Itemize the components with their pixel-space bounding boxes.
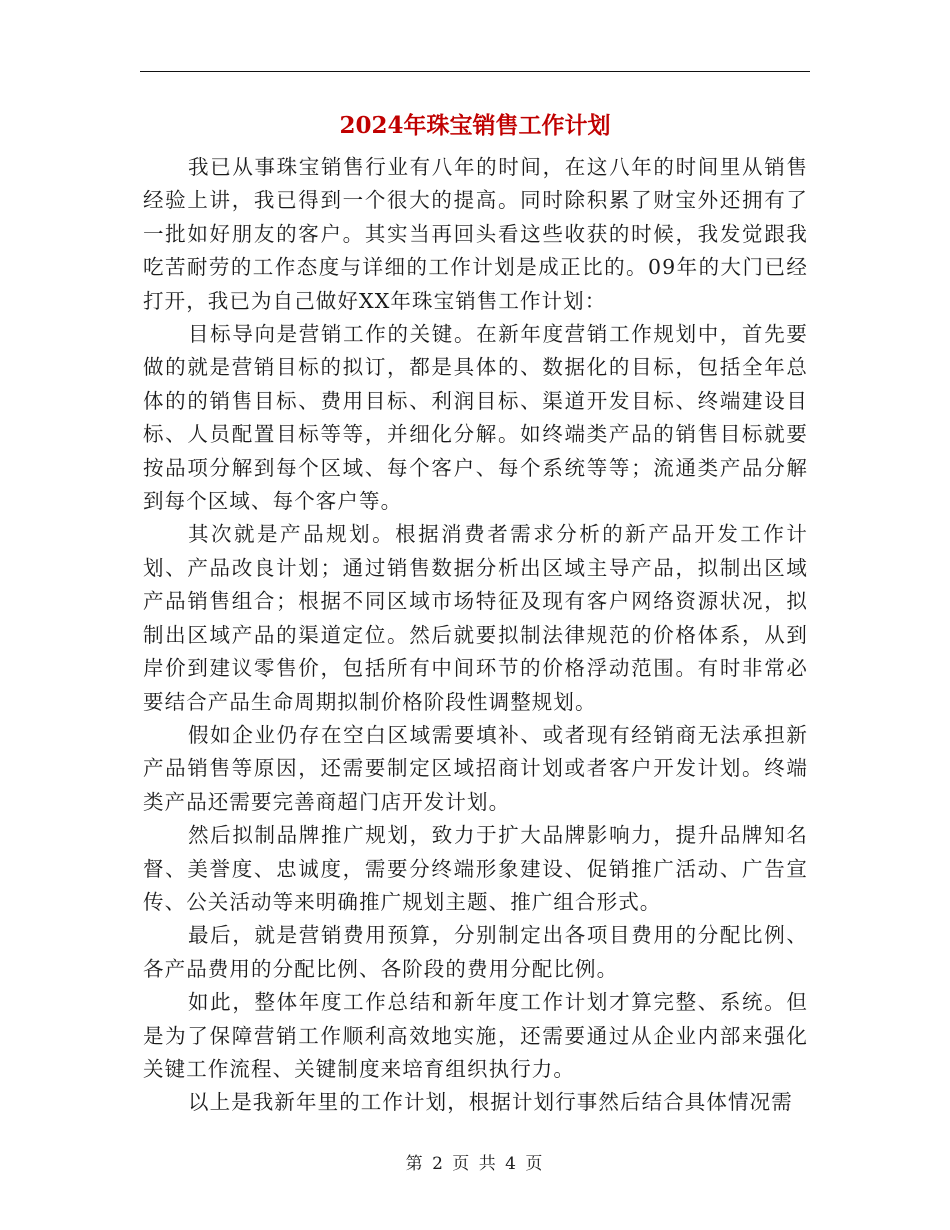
paragraph-intro: 我已从事珠宝销售行业有八年的时间，在这八年的时间里从销售经验上讲，我已得到一个很大的提高。同时除积累了财宝外还拥有了一批如好朋友的客户。其实当再回头看这些收获的时候，我发觉跟我吃苦耐劳的工作态度与详细的工作计划是成正比的。09年的大门已经打开，我已为自己做好XX年珠宝销售工作计划： bbox=[143, 155, 808, 313]
paragraph-goal-orientation: 目标导向是营销工作的关键。在新年度营销工作规划中，首先要做的就是营销目标的拟订，都是具体的、数据化的目标，包括全年总体的的销售目标、费用目标、利润目标、渠道开发目标、终端建设目标、人员配置目标等等，并细化分解。如终端类产品的销售目标就要按品项分解到每个区域、每个客户、每个系统等等；流通类产品分解到每个区域、每个客户等。 bbox=[143, 322, 808, 514]
header-rule bbox=[140, 71, 810, 72]
paragraph-brand-promotion: 然后拟制品牌推广规划，致力于扩大品牌影响力，提升品牌知名督、美誉度、忠诚度，需要分终端形象建设、促销推广活动、广告宣传、公关活动等来明确推广规划主题、推广组合形式。 bbox=[143, 823, 808, 914]
document-title: 2024年珠宝销售工作计划 bbox=[339, 112, 611, 139]
paragraph-closing: 以上是我新年里的工作计划，根据计划行事然后结合具体情况需 bbox=[188, 1090, 793, 1115]
document-body bbox=[143, 151, 808, 1120]
paragraph-summary: 如此，整体年度工作总结和新年度工作计划才算完整、系统。但是为了保障营销工作顺利高效地实施，还需要通过从企业内部来强化关键工作流程、关键制度来培育组织执行力。 bbox=[143, 990, 808, 1081]
paragraph-budget: 最后，就是营销费用预算，分别制定出各项目费用的分配比例、各产品费用的分配比例、各阶段的费用分配比例。 bbox=[143, 923, 808, 981]
paragraph-product-planning: 其次就是产品规划。根据消费者需求分析的新产品开发工作计划、产品改良计划；通过销售数据分析出区域主导产品，拟制出区域产品销售组合；根据不同区域市场特征及现有客户网络资源状况，拟制出区域产品的渠道定位。然后就要拟制法律规范的价格体系，从到岸价到建议零售价，包括所有中间环节的价格浮动范围。有时非常必要结合产品生命周期拟制价格阶段性调整规划。 bbox=[143, 522, 808, 714]
paragraph-region-recruitment: 假如企业仍存在空白区域需要填补、或者现有经销商无法承担新产品销售等原因，还需要制定区域招商计划或者客户开发计划。终端类产品还需要完善商超门店开发计划。 bbox=[143, 722, 808, 814]
page-number-footer: 第 2 页 共 4 页 bbox=[405, 1154, 545, 1174]
